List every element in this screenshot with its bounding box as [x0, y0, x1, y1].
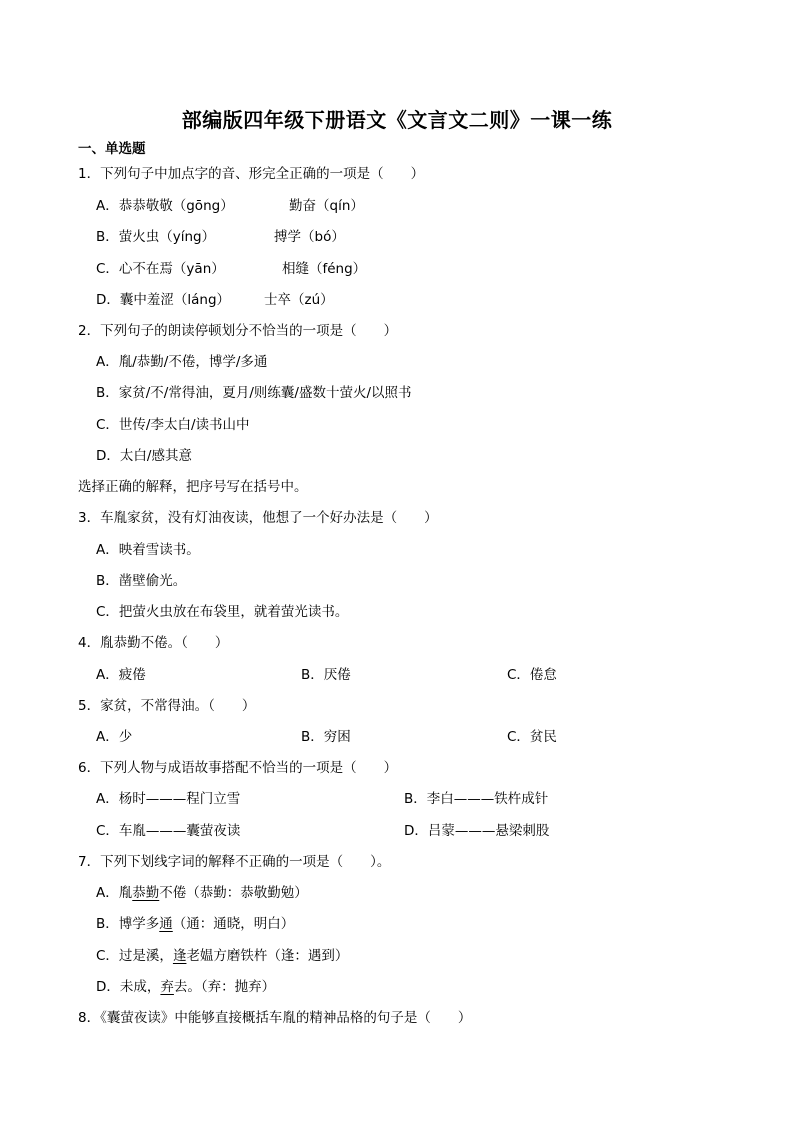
option-text: （通：通晓，明白）	[172, 916, 295, 932]
question-2-option-b: B．家贫/不/常得油，夏月/则练囊/盛数十萤火/以照书	[96, 385, 412, 401]
question-7-option-b	[96, 915, 294, 933]
question-3-stem: 3．车胤家贫，没有灯油夜读，他想了一个好办法是（ ）	[78, 510, 438, 526]
underlined-word: 逢	[172, 948, 187, 964]
question-1-option-b: B．萤火虫（yíng）	[96, 229, 216, 245]
question-4-stem: 4．胤恭勤不倦。（ ）	[78, 635, 229, 651]
option-text: D．未成，	[96, 979, 161, 995]
underlined-word: 弃	[160, 979, 174, 995]
question-3-option-b: B．凿壁偷光。	[96, 573, 187, 589]
instruction-text: 选择正确的解释，把序号写在括号中。	[78, 479, 308, 495]
question-6-option-b: B．李白———铁杵成针	[404, 791, 549, 807]
question-1-stem: 1．下列句子中加点字的音、形完全正确的一项是（ ）	[78, 166, 425, 182]
question-5-stem: 5．家贫，不常得油。（ ）	[78, 698, 256, 714]
option-text: C．过是溪，	[96, 948, 173, 964]
question-1-option-a-second: 勤奋（qín）	[289, 198, 364, 214]
underlined-word: 通	[159, 916, 173, 932]
question-1-option-c-second: 相缝（féng）	[282, 261, 367, 277]
question-4-option-a: A．疲倦	[96, 667, 146, 683]
question-2-option-a: A．胤/恭勤/不倦，博学/多通	[96, 354, 268, 370]
question-1-option-d-second: 士卒（zú）	[264, 292, 334, 308]
question-1-option-c: C．心不在焉（yān）	[96, 261, 225, 277]
question-4-option-c: C．倦怠	[507, 667, 557, 683]
question-2-stem: 2．下列句子的朗读停顿划分不恰当的一项是（ ）	[78, 323, 398, 339]
question-5-option-a: A．少	[96, 729, 133, 745]
page-title: 部编版四年级下册语文《文言文二则》一课一练	[181, 108, 613, 132]
question-7-option-a	[96, 884, 308, 902]
question-5-option-b: B．穷困	[301, 729, 351, 745]
question-1-option-d: D．囊中羞涩（láng）	[96, 292, 231, 308]
question-6-option-a: A．杨时———程门立雪	[96, 791, 241, 807]
question-3-option-c: C．把萤火虫放在布袋里，就着萤光读书。	[96, 604, 349, 620]
underlined-word: 恭勤	[132, 885, 160, 901]
question-5-option-c: C．贫民	[507, 729, 557, 745]
question-8-stem: 8．《囊萤夜读》中能够直接概括车胤的精神品格的句子是（ ）	[78, 1010, 472, 1026]
question-1-option-b-second: 搏学（bó）	[274, 229, 345, 245]
option-text: 不倦（恭勤：恭敬勤勉）	[159, 885, 308, 901]
question-7-option-c	[96, 947, 348, 965]
question-4-option-b: B．厌倦	[301, 667, 351, 683]
question-6-stem: 6．下列人物与成语故事搭配不恰当的一项是（ ）	[78, 760, 398, 776]
question-7-stem: 7．下列下划线字词的解释不正确的一项是（ ）。	[78, 854, 391, 870]
option-text: A．胤	[96, 885, 133, 901]
question-6-option-d: D．吕蒙———悬梁刺股	[404, 823, 550, 839]
question-7-option-d	[96, 978, 275, 996]
section-heading: 一、单选题	[78, 141, 146, 157]
question-1-option-a: A．恭恭敬敬（gōng）	[96, 198, 234, 214]
option-text: 老媪方磨铁杵（逢：遇到）	[186, 948, 349, 964]
question-2-option-d: D．太白/感其意	[96, 448, 192, 464]
option-text: 去。（弃：抛弃）	[173, 979, 276, 995]
question-2-option-c: C．世传/李太白/读书山中	[96, 417, 250, 433]
question-6-option-c: C．车胤———囊萤夜读	[96, 823, 241, 839]
option-text: B．博学多	[96, 916, 160, 932]
question-3-option-a: A．映着雪读书。	[96, 542, 200, 558]
